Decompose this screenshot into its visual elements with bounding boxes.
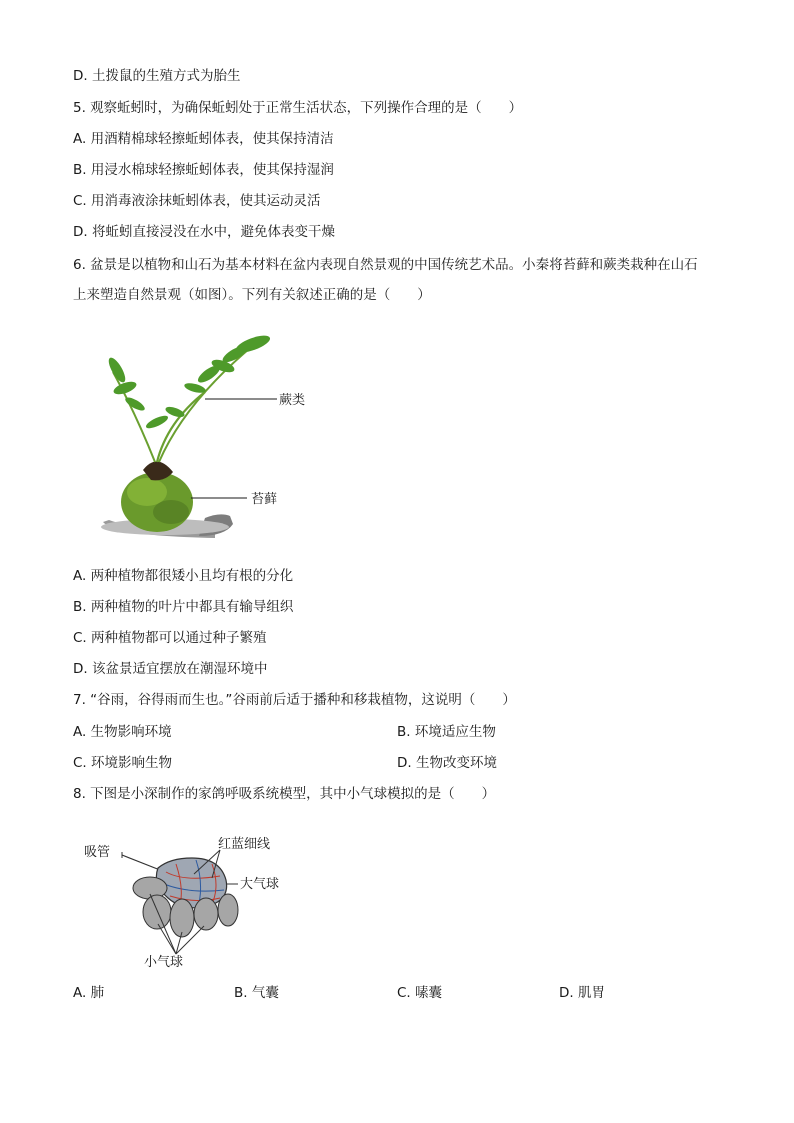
question-8: 8. 下图是小深制作的家鸽呼吸系统模型，其中小气球模拟的是（ ） (73, 786, 496, 802)
q5-option-a: A. 用酒精棉球轻擦蚯蚓体表，使其保持清洁 (73, 131, 334, 147)
q6-option-c: C. 两种植物都可以通过种子繁殖 (73, 630, 267, 646)
small-balloon (170, 899, 194, 937)
moss-label: 苔藓 (251, 492, 278, 507)
q6-option-b: B. 两种植物的叶片中都具有输导组织 (73, 599, 294, 615)
bonsai-figure (95, 322, 325, 547)
q8-option-b: B. 气囊 (234, 985, 279, 1001)
question-5: 5. 观察蚯蚓时，为确保蚯蚓处于正常生活状态，下列操作合理的是（ ） (73, 100, 523, 116)
q7-option-d: D. 生物改变环境 (397, 755, 497, 771)
q6-option-d: D. 该盆景适宜摆放在潮湿环境中 (73, 661, 268, 677)
straw (122, 855, 160, 870)
q5-option-c: C. 用消毒液涂抹蚯蚓体表，使其运动灵活 (73, 193, 321, 209)
threads-label: 红蓝细线 (218, 837, 271, 852)
q5-option-b: B. 用浸水棉球轻擦蚯蚓体表，使其保持湿润 (73, 162, 334, 178)
question-7: 7. “谷雨，谷得雨而生也。”谷雨前后适于播种和移栽植物，这说明（ ） (73, 692, 516, 708)
q6-option-a: A. 两种植物都很矮小且均有根的分化 (73, 568, 294, 584)
fern-label: 蕨类 (279, 393, 306, 408)
small-balloon (194, 898, 218, 930)
q8-option-d: D. 肌胃 (559, 985, 605, 1001)
straw-label: 吸管 (84, 845, 111, 860)
q4-option-d: D. 土拨鼠的生殖方式为胎生 (73, 68, 241, 84)
small-balloon-label: 小气球 (144, 955, 184, 970)
q7-option-b: B. 环境适应生物 (397, 724, 496, 740)
q7-option-a: A. 生物影响环境 (73, 724, 172, 740)
question-6-line-2: 上来塑造自然景观（如图）。下列有关叙述正确的是（ ） (73, 287, 431, 303)
small-balloon (143, 895, 171, 929)
small-balloon (218, 894, 238, 926)
q8-option-a: A. 肺 (73, 985, 105, 1001)
q8-option-c: C. 嗉囊 (397, 985, 443, 1001)
question-6-line-1: 6. 盆景是以植物和山石为基本材料在盆内表现自然景观的中国传统艺术品。小秦将苔藓和蕨类栽种在山石 (73, 257, 698, 273)
q5-option-d: D. 将蚯蚓直接浸没在水中，避免体表变干燥 (73, 224, 335, 240)
q7-option-c: C. 环境影响生物 (73, 755, 173, 771)
respiratory-model-figure (80, 828, 320, 973)
big-balloon-label: 大气球 (240, 877, 280, 892)
